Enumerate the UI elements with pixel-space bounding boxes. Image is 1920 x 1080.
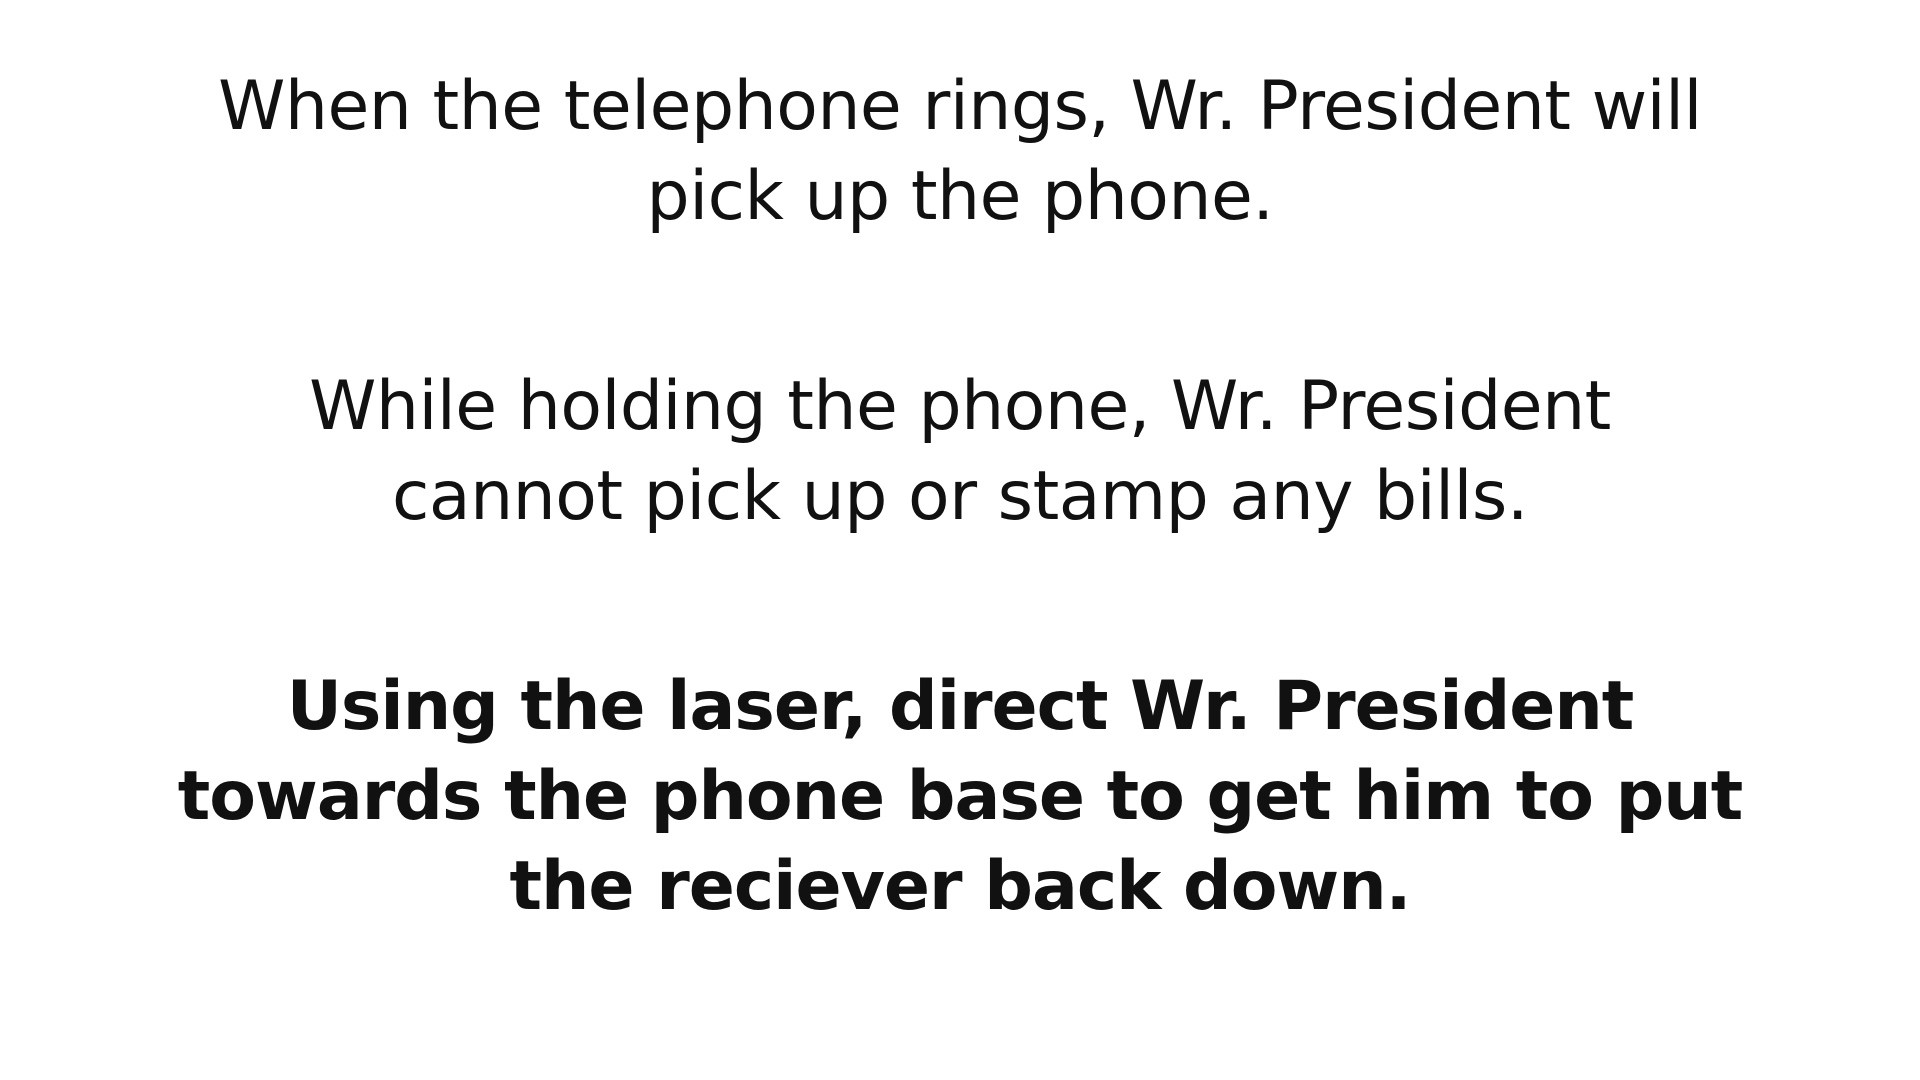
instruction-line: When the telephone rings, Wr. President will: [218, 67, 1702, 146]
laser-direction-instruction: [178, 662, 1742, 932]
holding-phone-instruction: [309, 362, 1611, 542]
instruction-line: pick up the phone.: [646, 157, 1274, 236]
instruction-line: cannot pick up or stamp any bills.: [392, 457, 1528, 536]
phone-rings-instruction: [218, 62, 1702, 242]
instruction-line: While holding the phone, Wr. President: [309, 367, 1611, 446]
instruction-line: the reciever back down.: [509, 847, 1411, 926]
instruction-line: towards the phone base to get him to put: [177, 757, 1743, 836]
instruction-line: Using the laser, direct Wr. President: [286, 667, 1634, 746]
